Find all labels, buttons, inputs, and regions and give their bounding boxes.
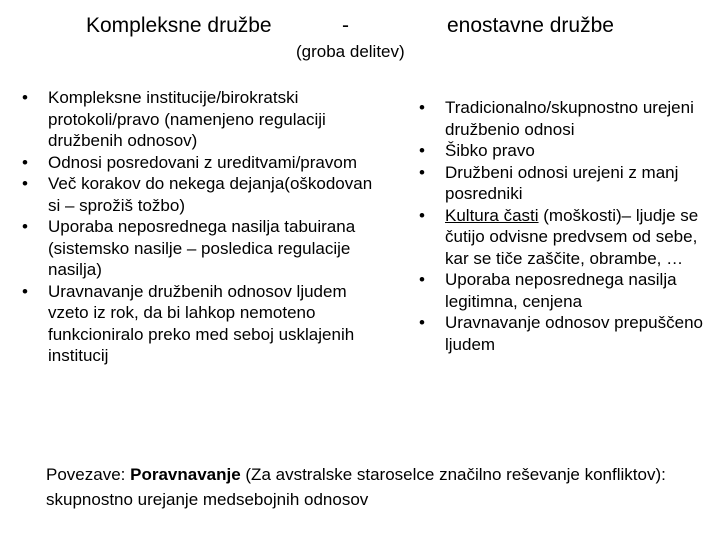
- culture-of-honor-term: Kultura časti: [445, 205, 539, 225]
- footer-text: (Za avstralske staroselce značilno reševanje konfliktov): skupnostno urejanje medsebojnih odnosov: [46, 465, 666, 509]
- list-item-text: Več korakov do nekega dejanja(oškodovan si – sprožiš tožbo): [48, 174, 373, 215]
- list-item: [22, 173, 387, 216]
- list-item: [419, 97, 709, 140]
- right-bullet-list: [419, 97, 709, 355]
- list-item-text: Družbeni odnosi urejeni z manj posredniki: [445, 162, 679, 203]
- connections-note: [46, 462, 706, 512]
- list-item-text: Kompleksne institucije/birokratski protokoli/pravo (namenjeno regulaciji družbenih odnosov): [48, 88, 326, 150]
- list-item: [419, 162, 709, 205]
- list-item-text: (moškosti)– ljudje se čutijo odvisne predvsem od sebe, kar se tiče zaščite, obrambe, …: [445, 205, 699, 268]
- list-item-text: Uravnavanje družbenih odnosov ljudem vzeto iz rok, da bi lahkop nemoteno funkcioniralo preko med seboj usklajenih institucij: [48, 281, 355, 365]
- bullet: •: [22, 281, 28, 301]
- bullet: •: [22, 88, 28, 107]
- list-item: [22, 281, 387, 367]
- bullet: •: [22, 217, 28, 236]
- list-item: [419, 312, 709, 355]
- list-item: [419, 269, 709, 312]
- left-bullet-list: [22, 87, 387, 367]
- title-simple-societies: enostavne družbe: [447, 14, 614, 37]
- bullet: •: [419, 162, 425, 182]
- list-item-text: Šibko pravo: [445, 141, 535, 160]
- list-item-text: Odnosi posredovani z ureditvami/pravom: [48, 152, 357, 172]
- title-complex-societies: Kompleksne družbe: [86, 14, 272, 37]
- list-item-text: Tradicionalno/skupnostno urejeni družbenio odnosi: [445, 98, 694, 139]
- list-item: [419, 140, 709, 162]
- list-item: [22, 216, 387, 281]
- bullet: •: [22, 152, 28, 172]
- bullet: •: [419, 205, 425, 225]
- bullet: •: [419, 270, 425, 289]
- bullet: •: [419, 98, 425, 117]
- list-item-text: Uporaba neposrednega nasilja legitimna, cenjena: [445, 270, 677, 311]
- bullet: •: [419, 141, 425, 160]
- subtitle: (groba delitev): [296, 42, 405, 61]
- footer-prefix: Povezave:: [46, 465, 131, 484]
- title-separator: -: [342, 14, 349, 37]
- bullet: •: [419, 313, 425, 332]
- footer-bold-term: Poravnavanje: [130, 465, 241, 484]
- bullet: •: [22, 174, 28, 193]
- list-item: [22, 152, 387, 174]
- list-item-text: Uporaba neposrednega nasilja tabuirana (sistemsko nasilje – posledica regulacije nasilja): [48, 217, 356, 279]
- list-item: [22, 87, 387, 152]
- list-item: [419, 205, 709, 270]
- list-item-text: Uravnavanje odnosov prepuščeno ljudem: [445, 313, 704, 354]
